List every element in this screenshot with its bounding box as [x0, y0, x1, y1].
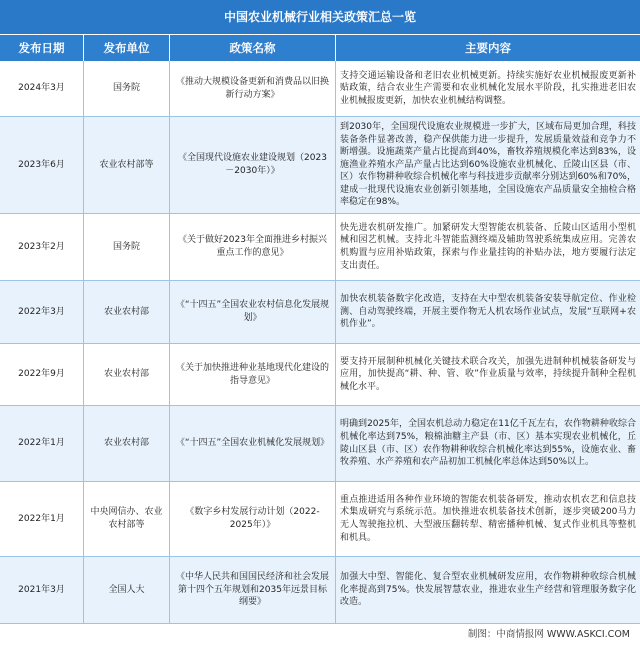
table-row [0, 214, 640, 281]
row-unit: 农业农村部等 [84, 117, 170, 213]
row-unit: 农业农村部 [84, 406, 170, 481]
row-content: 快先进农机研发推广。加紧研发大型智能农机装备、丘陵山区适用小型机械和园艺机械。支持北斗智能监测终端及辅助驾驶系统集成应用。完善农机购置与应用补贴政策，探索与作业量挂钩的补贴办法，地方要履行法定支出责任。 [340, 222, 636, 271]
row-date: 2023年2月 [0, 214, 84, 280]
source-footer: 制图：中商情报网 WWW.ASKCI.COM [0, 623, 640, 646]
row-content: 支持交通运输设备和老旧农业机械更新。持续实施好农业机械报废更新补贴政策，结合农业生产需要和农业机械化发展水平阶段，扎实推进老旧农业机械报废更新，加快农业机械结构调整。 [340, 70, 636, 106]
row-content: 要支持开展制种机械化关键技术联合攻关，加强先进制种机械装备研发与应用，加快提高“耕、种、管、收”作业质量与效率，持续提升制种全程机械化水平。 [340, 356, 636, 392]
row-unit: 国务院 [84, 61, 170, 116]
header-date: 发布日期 [0, 35, 84, 61]
page-title: 中国农业机械行业相关政策汇总一览 [0, 0, 640, 34]
header-unit: 发布单位 [84, 35, 170, 61]
row-date: 2022年9月 [0, 344, 84, 405]
row-policy: 《“十四五”全国农业农村信息化发展规划》 [170, 281, 336, 343]
row-unit: 农业农村部 [84, 344, 170, 405]
header-content: 主要内容 [465, 41, 511, 55]
row-date: 2021年3月 [0, 557, 84, 623]
row-content: 明确到2025年，全国农机总动力稳定在11亿千瓦左右，农作物耕种收综合机械化率达到75%，粮棉油糖主产县（市、区）基本实现农业机械化，丘陵山区县（市、区）农作物耕种收综合机械化率达到55%，设施农业、畜牧养殖、水产养殖和农产品初加工机械化率总体达到50%以上。 [340, 419, 636, 468]
row-content: 重点推进适用各种作业环境的智能农机装备研发，推动农机农艺和信息技术集成研究与系统示范。加快推进农机装备技术创新，逐步突破200马力无人驾驶拖拉机、大型液压翻转犁、精密播种机械、复式作业机具等整机和机具。 [340, 494, 636, 543]
table-header [0, 34, 640, 61]
row-date: 2022年1月 [0, 482, 84, 556]
table-row [0, 344, 640, 406]
row-policy: 《全国现代设施农业建设规划（2023－2030年）》 [170, 117, 336, 213]
row-unit: 农业农村部 [84, 281, 170, 343]
row-date: 2022年1月 [0, 406, 84, 481]
row-policy: 《数字乡村发展行动计划（2022-2025年）》 [170, 482, 336, 556]
row-policy: 《关于加快推进种业基地现代化建设的指导意见》 [170, 344, 336, 405]
table-row [0, 61, 640, 117]
row-date: 2023年6月 [0, 117, 84, 213]
row-content: 加强大中型、智能化、复合型农业机械研发应用，农作物耕种收综合机械化率提高到75%。快发展智慧农业，推进农业生产经营和管理服务数字化改造。 [340, 572, 636, 608]
row-policy: 《“十四五”全国农业机械化发展规划》 [170, 406, 336, 481]
table-row [0, 117, 640, 214]
header-policy: 政策名称 [170, 35, 336, 61]
row-unit: 中央网信办、农业农村部等 [84, 482, 170, 556]
row-policy: 《关于做好2023年全面推进乡村振兴重点工作的意见》 [170, 214, 336, 280]
table-body [0, 61, 640, 624]
row-date: 2022年3月 [0, 281, 84, 343]
table-row [0, 281, 640, 344]
row-policy: 《中华人民共和国国民经济和社会发展第十四个五年规划和2035年远景目标纲要》 [170, 557, 336, 623]
row-content: 到2030年，全国现代设施农业规模进一步扩大，区域布局更加合理，科技装备条件显著改善，稳产保供能力进一步提升，发展质量效益和竞争力不断增强。设施蔬菜产量占比提高到40%，畜牧养殖规模化率达到83%，设施渔业养殖水产品产量占比达到60%设施农业机械化、丘陵山区县（市、区）农作物耕种收综合机械化率与科技进步贡献率分别达到60%和70%，建成一批现代设施农业创新引领基地，全国设施农产品质量安全抽检合格率稳定在98%。 [340, 121, 636, 208]
table-row [0, 406, 640, 482]
table-row [0, 557, 640, 624]
row-unit: 全国人大 [84, 557, 170, 623]
table-row [0, 482, 640, 557]
row-policy: 《推动大规模设备更新和消费品以旧换新行动方案》 [170, 61, 336, 116]
row-unit: 国务院 [84, 214, 170, 280]
row-content: 加快农机装备数字化改造，支持在大中型农机装备安装导航定位、作业检测、自动驾驶终端，开展主要作物无人机农场作业试点，发展“互联网+农机作业”。 [340, 294, 636, 330]
row-date: 2024年3月 [0, 61, 84, 116]
